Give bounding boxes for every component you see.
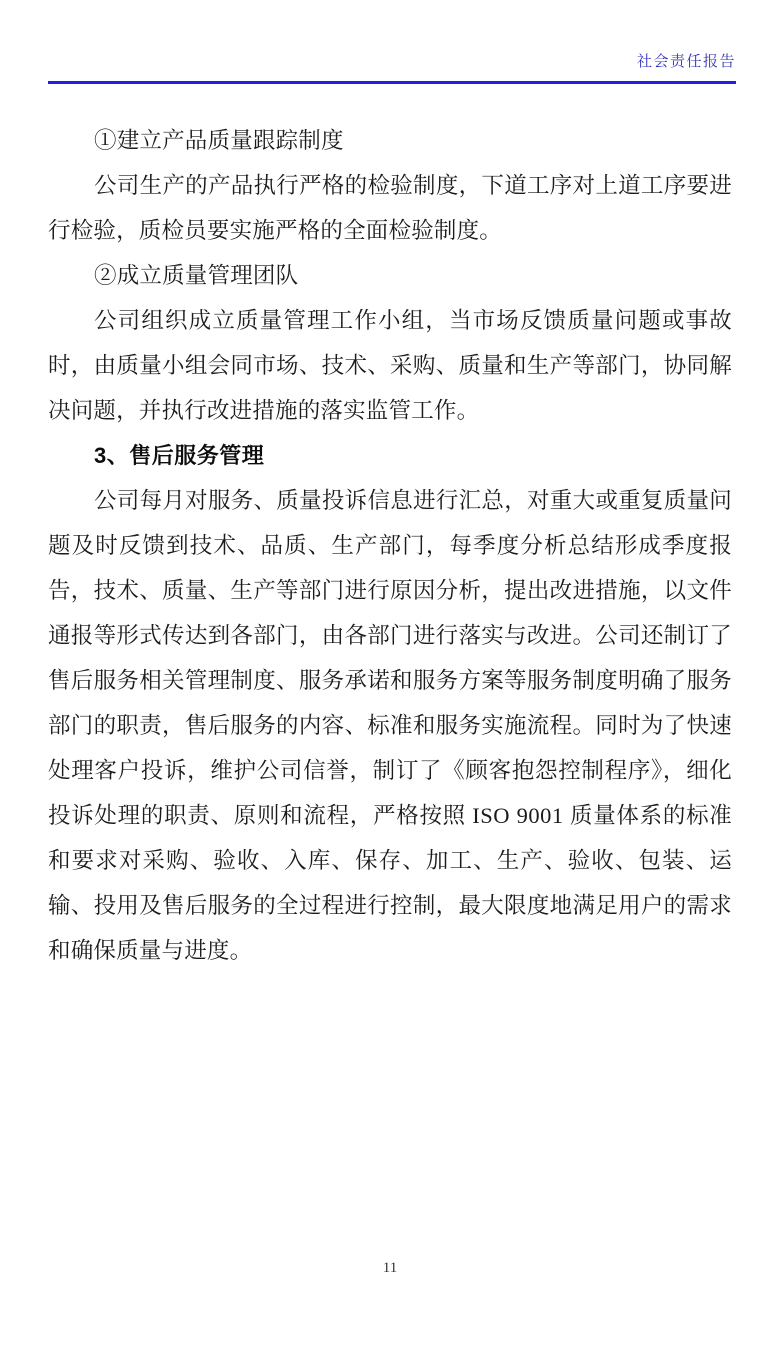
page-number: 11 (382, 1260, 398, 1276)
header-title: 社会责任报告 (636, 54, 736, 70)
paragraph-text-before-latin: 公司每月对服务、质量投诉信息进行汇总，对重大或重复质量问题及时反馈到技术、品质、生产部门，每季度分析总结形成季度报告，技术、质量、生产等部门进行原因分析，提出改进措施，以文件通报等形式传达到各部门，由各部门进行落实与改进。公司还制订了售后服务相关管理制度、服务承诺和服务方案等服务制度明确了服务部门的职责，售后服务的内容、标准和服务实施流程。同时为了快速处理客户投诉，维护公司信誉，制订了《顾客抱怨控制程序》，细化投诉处理的职责、原则和流程，严格按照 (48, 488, 732, 828)
page-footer (0, 1258, 780, 1278)
paragraph-item-1-body: 公司生产的产品执行严格的检验制度，下道工序对上道工序要进行检验，质检员要实施严格的全面检验制度。 (48, 173, 732, 243)
paragraph-item-1-title: ①建立产品质量跟踪制度 (94, 128, 344, 153)
document-body (48, 118, 732, 973)
standard-reference-iso-9001: ISO 9001 (472, 803, 564, 828)
page-header (48, 52, 736, 88)
paragraph-item-2-body: 公司组织成立质量管理工作小组，当市场反馈质量问题或事故时，由质量小组会同市场、技术、采购、质量和生产等部门，协同解决问题，并执行改进措施的落实监管工作。 (48, 308, 732, 423)
section-heading-3: 3、售后服务管理 (94, 443, 265, 468)
paragraph-text-after-latin: 质量体系的标准和要求对采购、验收、入库、保存、加工、生产、验收、包装、运输、投用及售后服务的全过程进行控制，最大限度地满足用户的需求和确保质量与进度。 (48, 803, 732, 963)
paragraph-after-sales-service (48, 478, 732, 973)
header-divider-rule (48, 81, 736, 84)
paragraph-item-2-title: ②成立质量管理团队 (94, 263, 299, 288)
